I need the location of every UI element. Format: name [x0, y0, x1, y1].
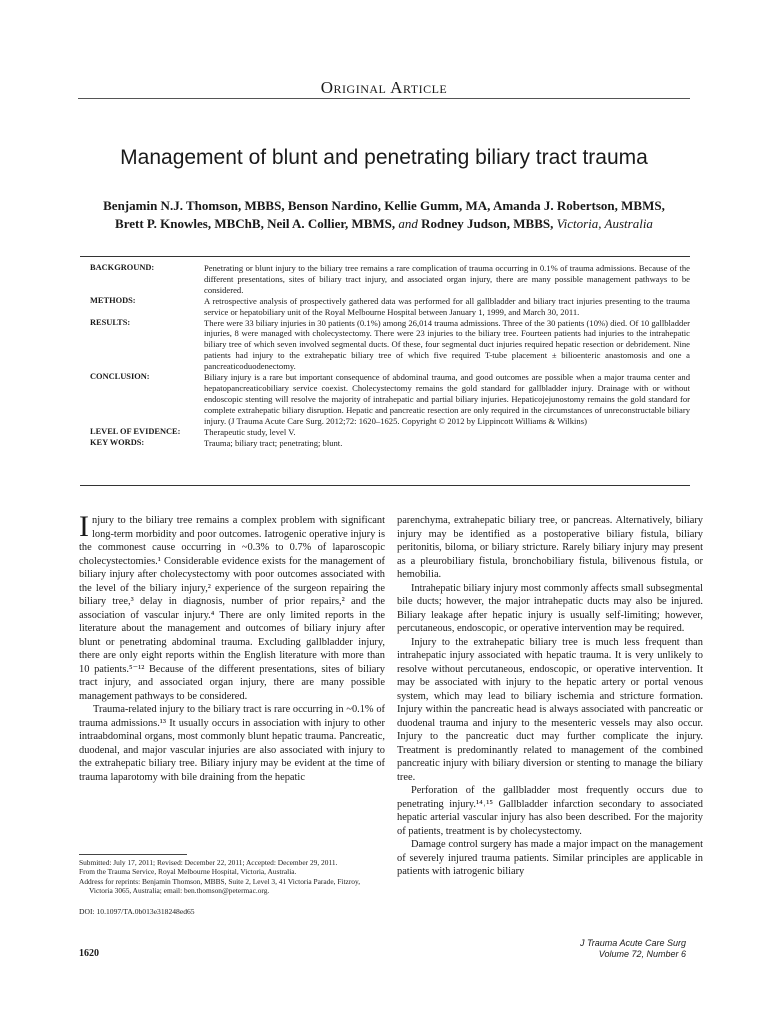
abstract-text: Trauma; biliary tract; penetrating; blunt.: [204, 437, 343, 448]
citation-text: (J Trauma Acute Care Surg. 2012;72: 1620–1625. Copyright © 2012 by Lippincott Williams & Wilkins): [228, 415, 587, 426]
conclusion-text: Biliary injury is a rare but important consequence of abdominal trauma, and good outcomes are possible when a major trauma center and hepatopancreaticobiliary service coexist. Cholecystectomy remains the gold standard for gallbladder injury. Drainage with or without endoscopic stenting will resolve the majority of intrahepatic and partial biliary injuries. Hepaticojejunostomy remains the gold standard for complete extrahepatic biliary disruption. Hepatic and pancreatic resection are only required in the circumstances of unreconstructable biliary injury.: [204, 372, 690, 426]
abstract-label: KEY WORDS:: [90, 437, 145, 447]
abstract-row-key-words: [90, 438, 690, 449]
footnote-address: Address for reprints: Benjamin Thomson, MBBS, Suite 2, Level 3, 41 Victoria Parade, Fitzroy, Victoria 3065, Australia; email: ben.thomson@petermac.org.: [79, 876, 361, 896]
journal-volume: Volume 72, Number 6: [598, 949, 686, 959]
journal-name: J Trauma Acute Care Surg: [579, 938, 686, 948]
authors-last: Rodney Judson, MBBS,: [421, 216, 554, 231]
page-number: 1620: [79, 948, 99, 959]
footnote-dates: Submitted: July 17, 2011; Revised: December 22, 2011; Accepted: December 29, 2011.: [79, 858, 338, 867]
paragraph-text: njury to the biliary tree remains a complex problem with significant long-term morbidity and poor outcomes. Iatrogenic operative injury is the commonest cause occurring in ~0.3% to 0.7% of laparoscopic cholecystectomies.¹ Considerable evidence exists for the management of biliary injury after cholecystectomy with poor outcomes associated with the level of the biliary injury,² experience of the surgeon repairing the biliary tree,³ delay in diagnosis, number of prior repairs,² and the association of vascular injury.⁴ There are only limited reports in the literature about the management and outcomes of biliary injury after blunt or penetrating abdominal trauma. Excluding gallbladder injury, there are only eight reports within the English literature with more than 10 patients.⁵⁻¹² Because of the different presentations, sites of biliary tract injury, and associated organ injury, there are many possible management pathways to be considered.: [79, 515, 385, 702]
abstract-text: [204, 372, 690, 427]
abstract-text: There were 33 biliary injuries in 30 patients (0.1%) among 26,014 trauma admissions. Three of the 30 patients (10%) died. Of 10 gallbladder injuries, 8 were managed with cholecystectomy. There were 23 injuries to the biliary tree. Fourteen patients had injuries to the intrahepatic biliary tree of which seven involved segmental ducts. Of these, four segmental duct injuries required hepatic resection or debridement. Nine patients had injury to the extrahepatic biliary tree of which five required T-tube placement ± bilioenteric anastomosis and one a pancreaticoduodenectomy.: [204, 317, 690, 372]
abstract-text: A retrospective analysis of prospectively gathered data was performed for all gallbladder and biliary tract injuries presenting to the trauma service or hepatobiliary unit of the Royal Melbourne Hospital between January 1, 1999, and March 30, 2011.: [204, 295, 690, 317]
abstract-label: BACKGROUND:: [90, 263, 155, 272]
abstract-top-rule: [80, 256, 690, 257]
footnote-rule: [79, 854, 187, 855]
footnote-affiliation: From the Trauma Service, Royal Melbourne Hospital, Victoria, Australia.: [79, 867, 297, 877]
authors-line-1: Benjamin N.J. Thomson, MBBS, Benson Nardino, Kellie Gumm, MA, Amanda J. Robertson, MBMS,: [103, 198, 665, 213]
body-column-right: [397, 514, 703, 879]
authors-location: Victoria, Australia: [556, 216, 653, 231]
section-label: Original Article: [320, 78, 448, 97]
journal-info: [480, 938, 686, 960]
article-title: Management of blunt and penetrating biliary tract trauma: [120, 146, 648, 169]
body-paragraph: Damage control surgery has made a major impact on the management of severely injured trauma patients. Similar principles are applicable in patients with iatrogenic biliary: [397, 839, 703, 877]
authors-line-2-names: Brett P. Knowles, MBChB, Neil A. Collier, MBMS,: [115, 216, 396, 231]
body-paragraph: parenchyma, extrahepatic biliary tree, or pancreas. Alternatively, biliary injury may be identified as a postoperative biliary fistula, biliary peritonitis, biloma, or biliary stricture. Rarely biliary injury may present as a pleurobiliary fistula, bronchobiliary fistula, bilivenous fistula, or hemobilia.: [397, 515, 703, 580]
authors-line-2: [70, 215, 698, 233]
drop-cap: I: [79, 510, 89, 543]
abstract: [90, 263, 690, 448]
abstract-text: Penetrating or blunt injury to the biliary tree remains a rare complication of trauma occurring in 0.1% of trauma admissions. Because of the different presentations, sites of biliary tract injury, and associated organ injury, there are many possible management pathways to be considered.: [204, 263, 690, 295]
doi: DOI: 10.1097/TA.0b013e318248ed65: [79, 907, 195, 916]
footnotes: [79, 858, 385, 896]
body-paragraph: Injury to the extrahepatic biliary tree is much less frequent than intrahepatic injury associated with hepatic trauma. It is very unlikely to resolve without percutaneous, endoscopic, or operative intervention. It may be associated with injury to the hepatic artery or portal venous system, which may lead to biliary ischemia and stricture formation. Injury within the pancreatic head is always associated with pancreatic or duodenal trauma and injury to the mesenteric vessels may also occur. Injury to the pancreatic duct may further complicate the injury. Treatment is predominantly related to management of the combined pancreatic injury with biliary diversion or stenting to manage the biliary tree.: [397, 636, 703, 783]
abstract-row-results: [90, 318, 690, 373]
abstract-label: CONCLUSION:: [90, 372, 150, 382]
body-paragraph: [79, 510, 385, 703]
body-column-left: [79, 510, 385, 784]
abstract-bottom-rule: [80, 485, 690, 486]
abstract-label: LEVEL OF EVIDENCE:: [90, 426, 181, 436]
body-paragraph: Perforation of the gallbladder most frequently occurs due to penetrating injury.¹⁴˒¹⁵ Gallbladder infarction secondary to associated hepatic arterial vascular injury has also been described. For the majority of patients, treatment is by cholecystectomy.: [397, 785, 703, 837]
abstract-text: Therapeutic study, level V.: [204, 426, 296, 437]
abstract-label: METHODS:: [90, 295, 136, 305]
abstract-row-level-of-evidence: [90, 427, 690, 438]
abstract-label: RESULTS:: [90, 317, 131, 327]
authors-and: and: [398, 216, 418, 231]
section-divider: [78, 98, 690, 99]
body-paragraph: Intrahepatic biliary injury most commonly affects small subsegmental bile ducts; however, the major intrahepatic ducts may also be injured. Biliary leakage after hepatic injury is usually self-limiting; however, percutaneous, endoscopic, or operative intervention may be required.: [397, 582, 703, 634]
body-paragraph: Trauma-related injury to the biliary tract is rare occurring in ~0.1% of trauma admissions.¹³ It usually occurs in association with injury to other intraabdominal organs, most commonly blunt hepatic trauma. Pancreatic, duodenal, and major vascular injuries are also associated with injury to the extrahepatic biliary tree. Biliary injury may be evident at the time of trauma laparotomy with bile draining from the hepatic: [79, 704, 385, 783]
author-list: [70, 197, 698, 233]
abstract-row-background: [90, 263, 690, 296]
abstract-row-methods: [90, 296, 690, 318]
abstract-row-conclusion: [90, 372, 690, 427]
